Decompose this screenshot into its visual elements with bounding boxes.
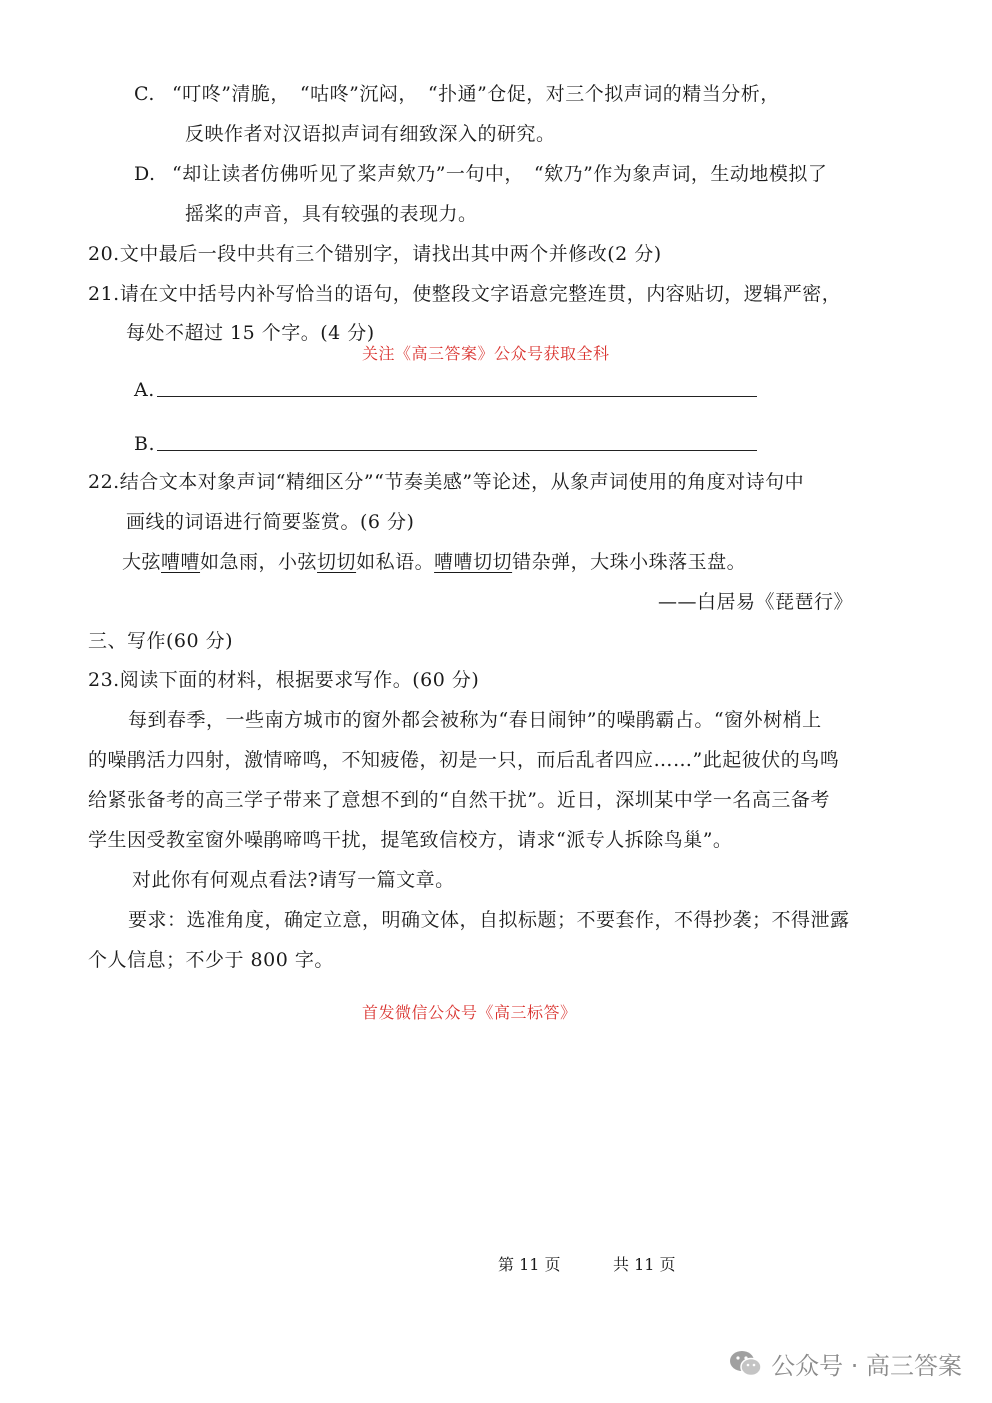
material-line-2: 的噪鹃活力四射，激情啼鸣，不知疲倦，初是一只，而后乱者四应……”此起彼伏的鸟鸣: [88, 749, 840, 771]
red-watermark-2: 首发微信公众号《高三标答》: [362, 1003, 577, 1022]
material-line-1: 每到春季，一些南方城市的窗外都会被称为“春日闹钟”的噪鹃霸占。“窗外树梢上: [128, 709, 822, 731]
section-3-title: 三、写作(60 分): [88, 630, 234, 652]
brand-watermark: [729, 1346, 962, 1381]
poem-text: 错杂弹，大珠小珠落玉盘。: [512, 551, 747, 573]
blank-a-line[interactable]: [157, 396, 757, 397]
option-c-label: C.: [134, 83, 155, 105]
option-c-line-1: “叮咚”清脆， “咕咚”沉闷， “扑通”仓促，对三个拟声词的精当分析，: [172, 83, 780, 105]
question-23-title: 23.阅读下面的材料，根据要求写作。(60 分): [88, 669, 480, 691]
requirement-line-2: 个人信息；不少于 800 字。: [88, 949, 334, 971]
question-22-line-2: 画线的词语进行简要鉴赏。(6 分): [126, 511, 415, 533]
blank-b-line[interactable]: [157, 450, 757, 451]
option-d-line-2: 摇桨的声音，具有较强的表现力。: [185, 203, 478, 225]
poem-attribution: ——白居易《琵琶行》: [658, 591, 854, 613]
blank-a-label: A.: [134, 379, 155, 401]
option-d-line-1: “却让读者仿佛听见了桨声欸乃”一句中， “欸乃”作为象声词，生动地模拟了: [172, 163, 828, 185]
underlined-word: 嘈嘈: [161, 551, 201, 573]
red-watermark-1: 关注《高三答案》公众号获取全科: [362, 344, 610, 363]
material-line-3: 给紧张备考的高三学子带来了意想不到的“自然干扰”。近日，深圳某中学一名高三备考: [88, 789, 830, 811]
question-20: 20.文中最后一段中共有三个错别字，请找出其中两个并修改(2 分): [88, 243, 662, 265]
poem-text: 大弦: [122, 551, 162, 573]
option-d-label: D.: [134, 163, 156, 185]
requirement-line-1: 要求：选准角度，确定立意，明确文体，自拟标题；不要套作，不得抄袭；不得泄露: [128, 909, 850, 931]
poem-line: [122, 549, 746, 575]
wechat-icon: [729, 1349, 763, 1379]
page-number: 第 11 页: [498, 1255, 561, 1274]
underlined-word: 切切: [317, 551, 357, 573]
underlined-word: 嘈嘈切切: [434, 551, 513, 573]
question-21-line-1: 21.请在文中括号内补写恰当的语句，使整段文字语意完整连贯，内容贴切，逻辑严密，: [88, 283, 842, 305]
brand-watermark-text: 公众号 · 高三答案: [771, 1352, 962, 1380]
material-line-4: 学生因受教室窗外噪鹃啼鸣干扰，提笔致信校方，请求“派专人拆除鸟巢”。: [88, 829, 733, 851]
page-total: 共 11 页: [613, 1255, 676, 1274]
option-c-line-2: 反映作者对汉语拟声词有细致深入的研究。: [185, 123, 556, 145]
poem-text: 如急雨，小弦: [200, 551, 318, 573]
question-21-line-2: 每处不超过 15 个字。(4 分): [126, 322, 375, 344]
writing-prompt: 对此你有何观点看法?请写一篇文章。: [132, 869, 455, 891]
question-22-line-1: 22.结合文本对象声词“精细区分”“节奏美感”等论述，从象声词使用的角度对诗句中: [88, 471, 805, 493]
poem-text: 如私语。: [356, 551, 435, 573]
blank-b-label: B.: [134, 433, 156, 455]
